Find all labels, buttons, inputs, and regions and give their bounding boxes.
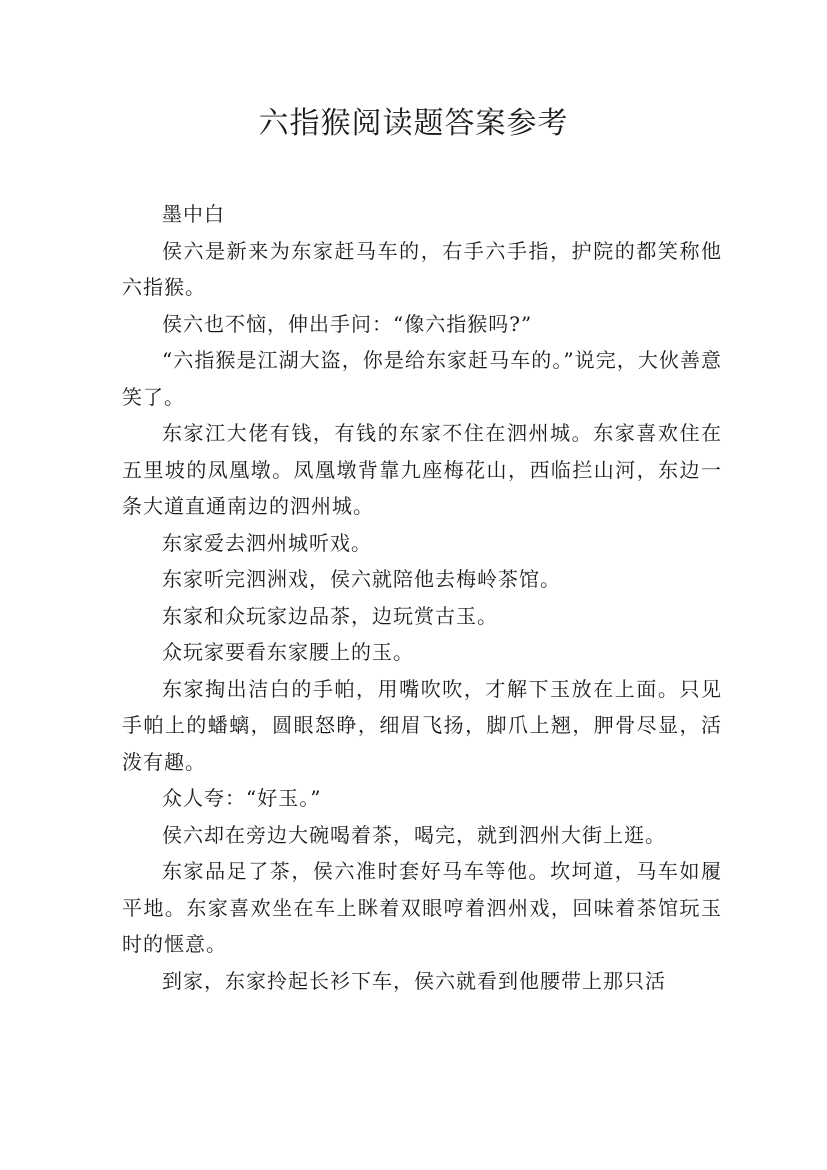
document-title: 六指猴阅读题答案参考 bbox=[258, 106, 569, 141]
paragraph: 东家品足了茶，侯六准时套好马车等他。坎坷道，马车如履平地。东家喜欢坐在车上眯着双眼哼着泗州戏，回味着茶馆玩玉时的惬意。 bbox=[122, 859, 722, 956]
paragraph: 东家听完泗洲戏，侯六就陪他去梅岭茶馆。 bbox=[162, 567, 561, 591]
paragraph: 众玩家要看东家腰上的玉。 bbox=[162, 640, 414, 664]
document-body bbox=[122, 196, 722, 999]
paragraph: 侯六是新来为东家赶马车的，右手六手指，护院的都笑称他六指猴。 bbox=[122, 238, 722, 299]
paragraph: 众人夸：“好玉。” bbox=[162, 786, 322, 810]
paragraph: “六指猴是江湖大盗，你是给东家赶马车的。”说完，大伙善意笑了。 bbox=[122, 348, 722, 409]
paragraph: 侯六也不恼，伸出手问：“像六指猴吗?” bbox=[162, 311, 533, 336]
paragraph: 到家，东家拎起长衫下车，侯六就看到他腰带上那只活 bbox=[162, 968, 666, 993]
paragraph: 东家爱去泗州城听戏。 bbox=[162, 530, 372, 555]
paragraph: 侯六却在旁边大碗喝着茶，喝完，就到泗州大街上逛。 bbox=[162, 822, 666, 847]
paragraph: 东家掏出洁白的手帕，用嘴吹吹，才解下玉放在上面。只见手帕上的蟠螭，圆眼怒睁，细眉飞扬，脚爪上翘，胛骨尽显，活泼有趣。 bbox=[122, 676, 722, 774]
paragraph: 东家和众玩家边品茶，边玩赏古玉。 bbox=[162, 603, 498, 628]
paragraph: 东家江大佬有钱，有钱的东家不住在泗州城。东家喜欢住在五里坡的凤凰墩。凤凰墩背靠九座梅花山，西临拦山河，东边一条大道直通南边的泗州城。 bbox=[122, 421, 722, 518]
author-line: 墨中白 bbox=[162, 202, 225, 226]
